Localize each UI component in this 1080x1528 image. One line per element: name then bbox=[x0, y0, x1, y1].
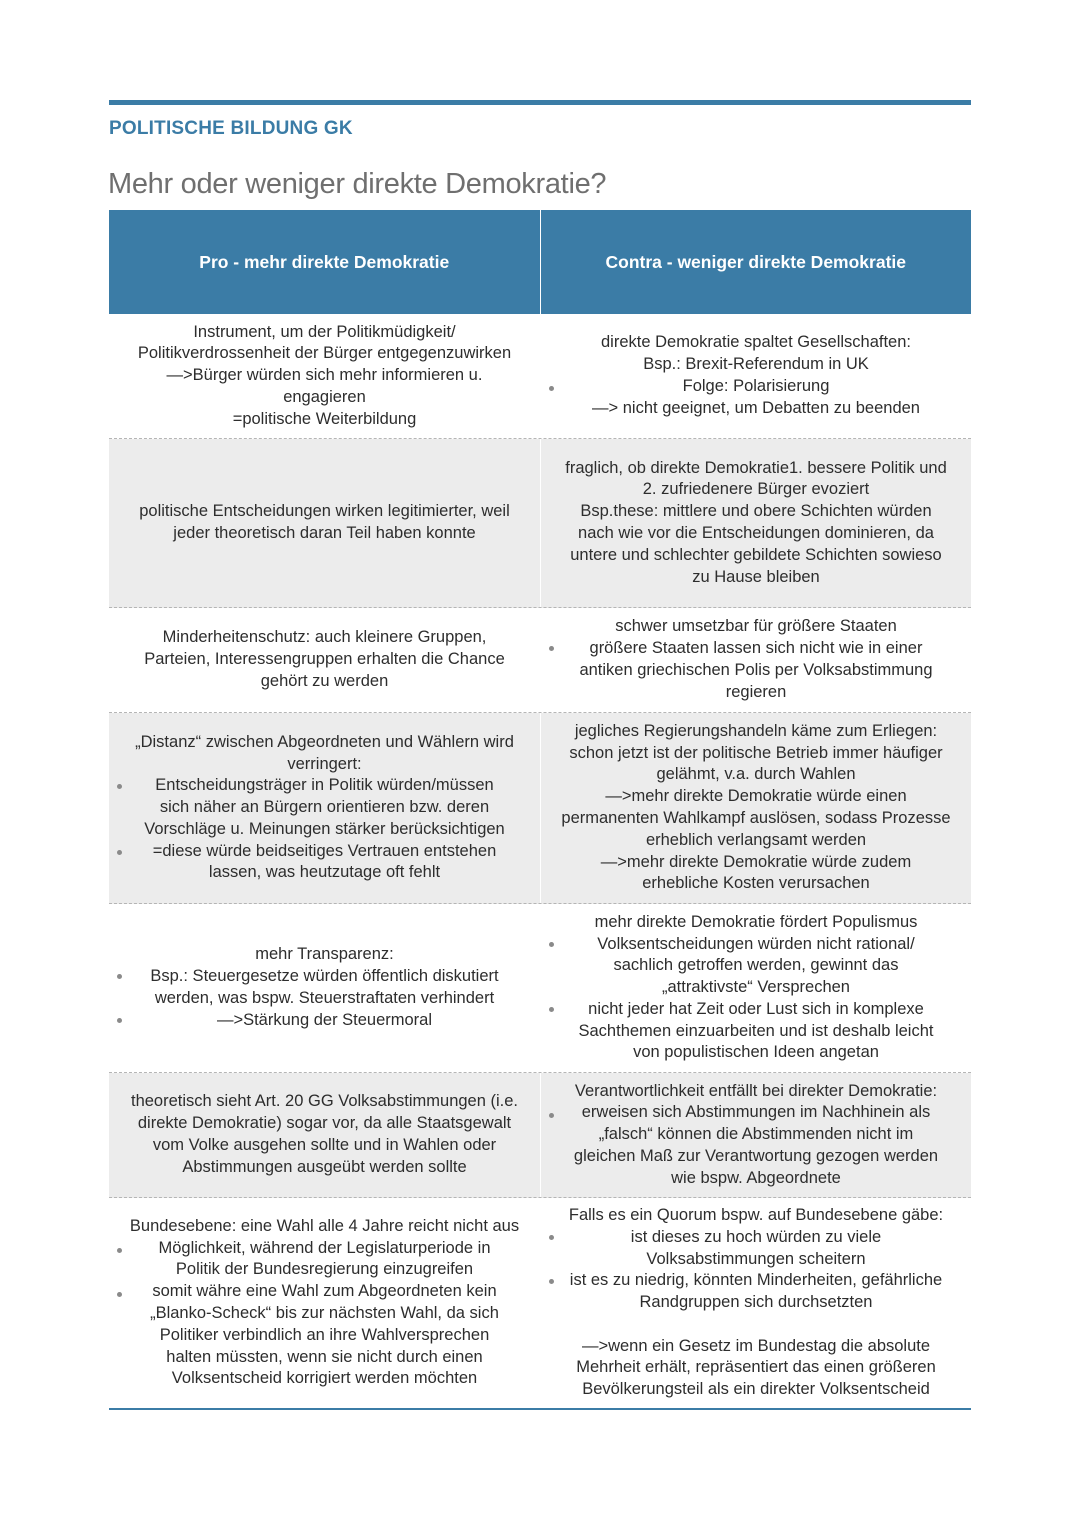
cell-line: Volksentscheidungen würden nicht rational/ bbox=[597, 934, 915, 953]
contra-cell bbox=[540, 608, 971, 712]
pro-cell bbox=[109, 608, 540, 712]
cell-line: vom Volke ausgehen sollte und in Wahlen oder bbox=[152, 1136, 497, 1154]
bullet-icon bbox=[549, 1279, 554, 1284]
cell-line: zu Hause bleiben bbox=[692, 567, 820, 586]
cell-line: schwer umsetzbar für größere Staaten bbox=[615, 617, 897, 636]
cell-line: Bsp.: Brexit-Referendum in UK bbox=[643, 355, 869, 374]
pro-cell bbox=[109, 713, 540, 903]
bullet-icon bbox=[549, 386, 554, 391]
contra-cell bbox=[540, 713, 971, 903]
cell-line: Bsp.: Steuergesetze würden öffentlich diskutiert bbox=[150, 967, 499, 986]
cell-line: Parteien, Interessengruppen erhalten die Chance bbox=[144, 650, 505, 669]
cell-line: erheblich verlangsamt werden bbox=[645, 830, 867, 849]
cell-line: Bsp.these: mittlere und obere Schichten würden bbox=[580, 502, 932, 521]
cell-line: =politische Weiterbildung bbox=[232, 409, 417, 428]
cell-line: Möglichkeit, während der Legislaturperiode in bbox=[158, 1238, 491, 1257]
cell-line: engagieren bbox=[283, 387, 366, 406]
pro-cell bbox=[109, 904, 540, 1072]
subject-heading: POLITISCHE BILDUNG GK bbox=[109, 118, 353, 139]
cell-line: werden, was bspw. Steuerstraftaten verhindert bbox=[154, 989, 495, 1007]
bullet-icon bbox=[117, 1248, 122, 1253]
cell-line: lassen, was heutzutage oft fehlt bbox=[208, 863, 441, 882]
table-row bbox=[109, 608, 971, 713]
cell-line: 2. zufriedenere Bürger evoziert bbox=[642, 480, 870, 499]
bullet-icon bbox=[549, 646, 554, 651]
cell-line: —>mehr direkte Demokratie würde einen bbox=[605, 787, 907, 806]
cell-line: regieren bbox=[725, 682, 787, 701]
cell-line: halten müssten, wenn sie nicht durch einen bbox=[166, 1347, 483, 1366]
bullet-icon bbox=[549, 942, 554, 947]
cell-line: von populistischen Ideen angetan bbox=[633, 1043, 879, 1062]
column-header-pro: Pro - mehr direkte Demokratie bbox=[199, 251, 450, 272]
contra-cell bbox=[540, 314, 971, 438]
pro-cell bbox=[109, 439, 540, 607]
table-row bbox=[109, 314, 971, 439]
cell-line: erhebliche Kosten verursachen bbox=[642, 874, 870, 893]
cell-line: Randgruppen sich durchsetzten bbox=[639, 1293, 873, 1312]
contra-cell bbox=[540, 1198, 971, 1408]
cell-line: gehört zu werden bbox=[260, 671, 389, 690]
bullet-icon bbox=[549, 1113, 554, 1118]
cell-line: direkte Demokratie) sogar vor, da alle Staatsgewalt bbox=[137, 1114, 512, 1133]
cell-line: wie bspw. Abgeordnete bbox=[671, 1168, 841, 1187]
table-row bbox=[109, 713, 971, 904]
bullet-icon bbox=[117, 850, 122, 855]
pro-cell bbox=[109, 1198, 540, 1408]
cell-line: untere und schlechter gebildete Schichten sowieso bbox=[570, 545, 942, 564]
cell-line: gelähmt, v.a. durch Wahlen bbox=[656, 765, 856, 784]
cell-line bbox=[569, 1314, 943, 1336]
cell-line: „Blanko-Scheck“ bis zur nächsten Wahl, da sich bbox=[150, 1304, 499, 1322]
cell-line: Falls es ein Quorum bspw. auf Bundesebene gäbe: bbox=[568, 1205, 944, 1224]
cell-line: sachlich getroffen werden, gewinnt das bbox=[613, 956, 899, 975]
bullet-icon bbox=[117, 784, 122, 789]
contra-cell bbox=[540, 1073, 971, 1197]
bullet-icon bbox=[549, 1007, 554, 1012]
cell-line: Entscheidungsträger in Politik würden/müssen bbox=[155, 776, 494, 795]
cell-line: Bundesebene: eine Wahl alle 4 Jahre reicht nicht aus bbox=[129, 1216, 520, 1235]
cell-line: ist es zu niedrig, könnten Minderheiten, gefährliche bbox=[569, 1271, 943, 1290]
table-row bbox=[109, 439, 971, 608]
cell-line: „Distanz“ zwischen Abgeordneten und Wählern wird bbox=[135, 732, 514, 751]
cell-line: Verantwortlichkeit entfällt bei direkter Demokratie: bbox=[574, 1081, 938, 1100]
cell-line: —>Stärkung der Steuermoral bbox=[216, 1010, 433, 1029]
cell-line: theoretisch sieht Art. 20 GG Volksabstimmungen (i.e. bbox=[130, 1092, 519, 1111]
cell-line: direkte Demokratie spaltet Gesellschaften: bbox=[601, 333, 911, 352]
cell-line: —>Bürger würden sich mehr informieren u. bbox=[166, 366, 483, 385]
cell-line: Bevölkerungsteil als ein direkter Volksentscheid bbox=[582, 1380, 930, 1399]
cell-line: —>wenn ein Gesetz im Bundestag die absolute bbox=[581, 1336, 931, 1355]
cell-line: jegliches Regierungshandeln käme zum Erliegen: bbox=[574, 721, 938, 740]
cell-line: —> nicht geeignet, um Debatten zu beenden bbox=[592, 398, 920, 417]
cell-line: schon jetzt ist der politische Betrieb immer häufiger bbox=[569, 743, 943, 762]
bullet-icon bbox=[549, 1235, 554, 1240]
bullet-icon bbox=[117, 974, 122, 979]
column-header-contra: Contra - weniger direkte Demokratie bbox=[540, 210, 972, 314]
cell-line: größere Staaten lassen sich nicht wie in einer bbox=[589, 639, 923, 658]
table-header bbox=[109, 210, 971, 314]
cell-line: ist dieses zu hoch würden zu viele bbox=[630, 1227, 882, 1246]
pro-cell bbox=[109, 314, 540, 438]
cell-line: gleichen Maß zur Verantwortung gezogen werden bbox=[573, 1146, 939, 1165]
cell-line: „attraktivste“ Versprechen bbox=[661, 978, 850, 997]
cell-line: jeder theoretisch daran Teil haben konnte bbox=[173, 524, 476, 542]
cell-line: Politikverdrossenheit der Bürger entgegenzuwirken bbox=[137, 344, 512, 363]
cell-line: Mehrheit erhält, repräsentiert das einen größeren bbox=[576, 1358, 936, 1377]
table-row bbox=[109, 1198, 971, 1410]
bullet-icon bbox=[117, 1292, 122, 1297]
cell-line: Vorschläge u. Meinungen stärker berücksichtigen bbox=[144, 819, 505, 838]
cell-line: nicht jeder hat Zeit oder Lust sich in komplexe bbox=[588, 999, 924, 1018]
cell-line: permanenten Wahlkampf auslösen, sodass Prozesse bbox=[561, 809, 951, 827]
pro-contra-table bbox=[109, 210, 971, 1410]
cell-line: Volksabstimmungen scheitern bbox=[646, 1249, 866, 1268]
table-row bbox=[109, 904, 971, 1073]
cell-line: =diese würde beidseitiges Vertrauen entstehen bbox=[152, 841, 497, 860]
cell-line: —>mehr direkte Demokratie würde zudem bbox=[600, 852, 912, 871]
cell-line: sich näher an Bürgern orientieren bzw. deren bbox=[159, 798, 490, 817]
cell-line: Minderheitenschutz: auch kleinere Gruppen, bbox=[162, 628, 487, 647]
cell-line: erweisen sich Abstimmungen im Nachhinein als bbox=[581, 1103, 931, 1122]
cell-line: „falsch“ können die Abstimmenden nicht im bbox=[598, 1125, 914, 1144]
cell-line: somit währe eine Wahl zum Abgeordneten kein bbox=[152, 1282, 497, 1301]
cell-line: fraglich, ob direkte Demokratie1. bessere Politik und bbox=[565, 458, 947, 477]
contra-cell bbox=[540, 904, 971, 1072]
cell-line: Folge: Polarisierung bbox=[682, 377, 830, 395]
contra-cell bbox=[540, 439, 971, 607]
page-title: Mehr oder weniger direkte Demokratie? bbox=[108, 168, 607, 200]
cell-line: Sachthemen einzuarbeiten und ist deshalb leicht bbox=[578, 1021, 934, 1040]
cell-line: Instrument, um der Politikmüdigkeit/ bbox=[193, 322, 456, 341]
cell-line: nach wie vor die Entscheidungen dominieren, da bbox=[578, 524, 934, 542]
top-divider bbox=[109, 100, 971, 105]
pro-cell bbox=[109, 1073, 540, 1197]
cell-line: Abstimmungen ausgeübt werden sollte bbox=[182, 1157, 467, 1176]
cell-line: verringert: bbox=[287, 754, 362, 773]
cell-line: mehr direkte Demokratie fördert Populismus bbox=[594, 912, 918, 931]
cell-line: mehr Transparenz: bbox=[255, 945, 394, 964]
bullet-icon bbox=[117, 1018, 122, 1023]
cell-line: Politik der Bundesregierung einzugreifen bbox=[175, 1260, 474, 1279]
cell-line: antiken griechischen Polis per Volksabstimmung bbox=[579, 661, 933, 679]
table-row bbox=[109, 1073, 971, 1198]
cell-line: politische Entscheidungen wirken legitimierter, weil bbox=[139, 502, 510, 521]
cell-line: Volksentscheid korrigiert werden möchten bbox=[171, 1369, 478, 1388]
cell-line: Politiker verbindlich an ihre Wahlversprechen bbox=[159, 1325, 490, 1344]
